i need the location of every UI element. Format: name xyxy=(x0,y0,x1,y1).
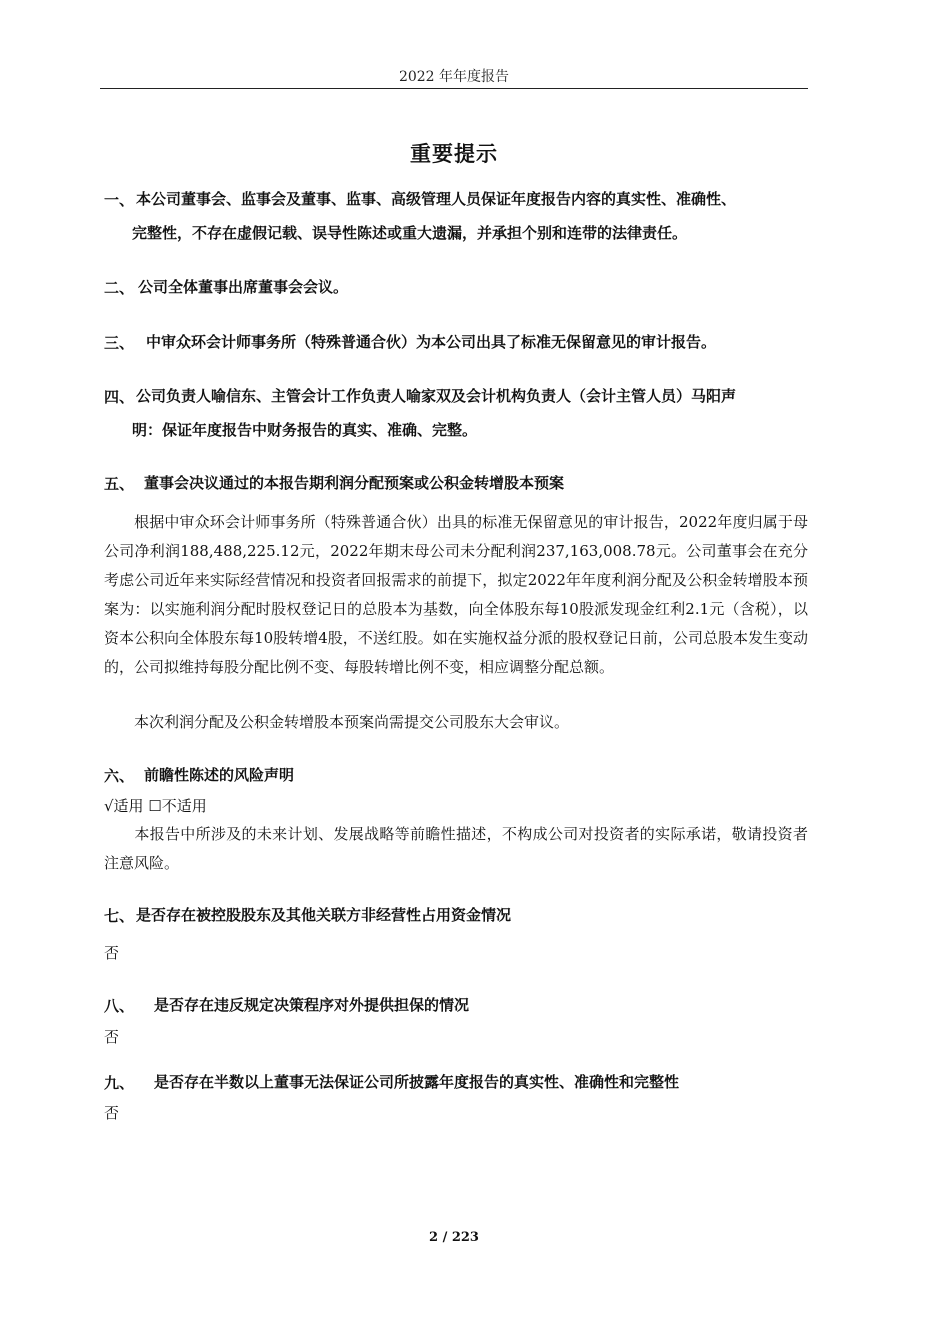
item-5-number: 五、 xyxy=(104,475,135,493)
section5-paragraph2-text: 本次利润分配及公积金转增股本预案尚需提交公司股东大会审议。 xyxy=(134,713,570,731)
page-number: 2 / 223 xyxy=(429,1230,479,1245)
item-6-number: 六、 xyxy=(104,767,135,785)
item-2-text: 公司全体董事出席董事会会议。 xyxy=(138,278,349,296)
item-1-number: 一、 xyxy=(104,191,135,209)
item-9-number: 九、 xyxy=(104,1074,135,1092)
item-8-text: 是否存在违反规定决策程序对外提供担保的情况 xyxy=(154,996,470,1014)
document-title: 重要提示 xyxy=(410,141,498,166)
item-3-text: 中审众环会计师事务所（特殊普通合伙）为本公司出具了标准无保留意见的审计报告。 xyxy=(146,333,717,351)
section6-paragraph-text: 本报告中所涉及的未来计划、发展战略等前瞻性描述，不构成公司对投资者的实际承诺，敬请投资者注意风险。 xyxy=(104,825,808,872)
item-1-text-line2: 完整性，不存在虚假记载、误导性陈述或重大遗漏，并承担个别和连带的法律责任。 xyxy=(132,224,688,242)
item-2-number: 二、 xyxy=(104,279,135,297)
item-9-text: 是否存在半数以上董事无法保证公司所披露年度报告的真实性、准确性和完整性 xyxy=(154,1073,680,1091)
item-6-text: 前瞻性陈述的风险声明 xyxy=(144,766,295,784)
item-8-number: 八、 xyxy=(104,997,135,1015)
item-3-number: 三、 xyxy=(104,334,135,352)
item-4-number: 四、 xyxy=(104,388,135,406)
item-5-text: 董事会决议通过的本报告期利润分配预案或公积金转增股本预案 xyxy=(144,474,565,492)
item-1-text-line1: 本公司董事会、监事会及董事、监事、高级管理人员保证年度报告内容的真实性、准确性、 xyxy=(136,190,737,208)
item-7-number: 七、 xyxy=(104,907,135,925)
section5-paragraph1-text: 根据中审众环会计师事务所（特殊普通合伙）出具的标准无保留意见的审计报告，2022年度归属于母公司净利润188,488,225.12元，2022年期末母公司未分配利润237,163,008.78元。公司董事会在充分考虑公司近年来实际经营情况和投资者回报需求的前提下，拟定2022年年度利润分配及公积金转增股本预案为：以实施利润分配时股权登记日的总股本为基数，向全体股东每10股派发现金红利2.1元（含税），以资本公积向全体股东每10股转增4股，不送红股。如在实施权益分派的股权登记日前，公司总股本发生变动的，公司拟维持每股分配比例不变、每股转增比例不变，相应调整分配总额。 xyxy=(104,513,808,676)
header-rule xyxy=(100,88,808,89)
section6-paragraph xyxy=(104,820,808,878)
item-7-answer: 否 xyxy=(104,944,120,962)
section5-paragraph2 xyxy=(104,708,808,737)
item-8-answer: 否 xyxy=(104,1028,120,1046)
running-header: 2022 年年度报告 xyxy=(398,69,510,85)
item-4-text-line1: 公司负责人喻信东、主管会计工作负责人喻家双及会计机构负责人（会计主管人员）马阳声 xyxy=(136,387,737,405)
applicable-checkbox-text: √适用 ☐不适用 xyxy=(104,797,207,815)
section5-paragraph1 xyxy=(104,508,808,682)
item-7-text: 是否存在被控股股东及其他关联方非经营性占用资金情况 xyxy=(136,906,512,924)
item-4-text-line2: 明：保证年度报告中财务报告的真实、准确、完整。 xyxy=(132,421,478,439)
item-9-answer: 否 xyxy=(104,1104,120,1122)
